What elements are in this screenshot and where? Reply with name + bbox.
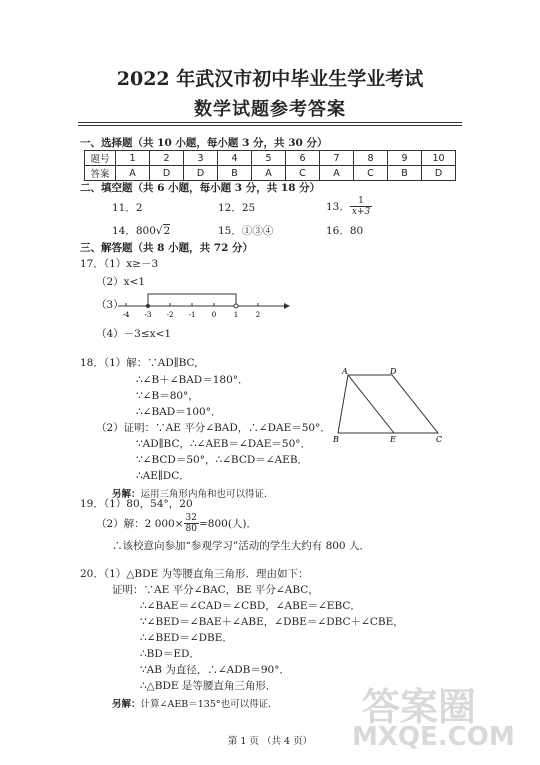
table-cell: 6 [286, 151, 320, 166]
open-point [234, 304, 238, 308]
table-cell: 7 [320, 151, 354, 166]
section2-heading: 二、填空题（共 6 小题，每小题 3 分，共 18 分） [80, 182, 321, 194]
q17-line3: （3） [96, 299, 124, 311]
title-rule-bottom [78, 125, 462, 126]
table-header-cell: 题号 [85, 151, 116, 166]
q18-line1: 18．（1）解：∵AD∥BC, [80, 357, 198, 369]
closed-point [146, 304, 150, 308]
answer-table-row-answers [85, 166, 456, 181]
table-cell: 8 [354, 151, 388, 166]
answer-q14 [112, 223, 170, 238]
q17-line1: 17．（1）x≥－3 [80, 258, 159, 270]
q20-line3: ∴∠BAE＝∠CAD＝∠CBD，∠ABE＝∠EBC． [140, 600, 361, 612]
q20-line6: ∴BD＝ED． [140, 648, 200, 660]
table-cell: 3 [184, 151, 218, 166]
table-cell: D [422, 166, 456, 181]
fraction [350, 196, 372, 217]
answer-table-row-numbers [85, 151, 456, 166]
q18-line2: ∴∠B＋∠BAD＝180°． [136, 374, 249, 386]
q20-line5: ∴∠BED＝∠DBE． [140, 632, 233, 644]
q20-line8: ∴△BDE 是等腰直角三角形． [140, 680, 277, 692]
answer-q13-label: 13． [326, 201, 350, 213]
table-cell: C [354, 166, 388, 181]
q18-line4: ∴∠BAD＝100°． [136, 406, 222, 418]
sqrt-radicand: 2 [163, 225, 171, 237]
alt-text: 运用三角形内角和也可以得证． [140, 489, 274, 500]
table-cell: 4 [218, 151, 252, 166]
table-cell: 9 [388, 151, 422, 166]
fraction-denominator: x+3 [351, 207, 371, 217]
q19-line1: 19．（1）80，54°，20 [80, 498, 193, 510]
table-cell: D [184, 166, 218, 181]
q17-line4: （4）－3≤x<1 [96, 328, 172, 340]
alt-text: 计算∠AEB＝135°也可以得证． [140, 699, 278, 710]
number-line [110, 286, 290, 322]
answer-q11: 11．2 [112, 202, 143, 214]
q19-line3: ∴该校意向参加“参观学习”活动的学生大约有 800 人． [112, 540, 370, 552]
number-line-tick-label: -2 [166, 311, 174, 319]
q20-line7: ∵AB 为直径，∴∠ADB＝90°． [140, 664, 290, 676]
q17-line2: （2）x<1 [96, 276, 146, 288]
table-cell: B [218, 166, 252, 181]
title-rule-top [78, 122, 462, 123]
page-title: 2022 年武汉市初中毕业生学业考试 [116, 68, 424, 90]
point-label-b: B [333, 435, 339, 444]
number-line-tick-label: 0 [211, 311, 217, 319]
fraction-denominator: 80 [185, 524, 197, 534]
segment-ae [348, 375, 394, 433]
point-label-a: A [342, 367, 348, 376]
trapezoid-abcd [338, 375, 438, 433]
section3-heading: 三、解答题（共 8 小题，共 72 分） [80, 242, 254, 254]
alt-label: 另解： [112, 489, 141, 500]
q18-line6: ∵AD∥BC，∴∠AEB＝∠DAE＝50°． [136, 438, 311, 450]
answer-q14-label: 14．800 [112, 225, 156, 237]
table-cell: 5 [252, 151, 286, 166]
q20-line4: ∵∠BED＝∠BAE＋∠ABE，∠DBE＝∠DBC＋∠CBE， [140, 616, 404, 628]
q20-line2: 证明：∵AE 平分∠BAC，BE 平分∠ABC， [112, 584, 319, 596]
trapezoid-figure [330, 365, 448, 445]
answer-table [84, 150, 456, 181]
page-subtitle: 数学试题参考答案 [194, 99, 346, 120]
fraction [184, 513, 199, 534]
answer-q16: 16．80 [326, 225, 364, 237]
answer-q15: 15．①③④ [218, 225, 274, 237]
table-cell: 2 [150, 151, 184, 166]
sqrt-sign: √ [155, 225, 163, 237]
table-cell: A [320, 166, 354, 181]
watermark-url: MXQE.COM [352, 722, 515, 752]
q18-line5: （2）证明：∵AE 平分∠BAD，∴∠DAE＝50°． [96, 422, 331, 434]
q18-line8: ∴AE∥DC． [136, 470, 190, 482]
fraction-numerator: 32 [185, 513, 197, 523]
point-label-d: D [390, 367, 397, 376]
number-line-tick-label: -3 [144, 311, 152, 319]
q18-line7: ∵∠BCD＝50°，∴∠BCD＝∠AEB． [136, 454, 309, 466]
q19-line2 [96, 513, 257, 534]
page-footer: 第 1 页 （共 4 页） [227, 736, 313, 747]
number-line-tick-label: 1 [233, 311, 239, 319]
q19-line2-b: =800(人)． [199, 518, 258, 530]
table-header-cell: 答案 [85, 166, 116, 181]
number-line-ticks [123, 303, 261, 319]
table-cell: 1 [116, 151, 150, 166]
q20-alt [112, 696, 278, 710]
table-cell: B [388, 166, 422, 181]
section1-heading: 一、选择题（共 10 小题，每小题 3 分，共 30 分） [80, 137, 328, 149]
table-cell: D [150, 166, 184, 181]
number-line-tick-label: 2 [255, 311, 261, 319]
q20-line1: 20．（1）△BDE 为等腰直角三角形．理由如下： [80, 568, 309, 580]
point-label-c: C [436, 435, 443, 444]
arrow-right-icon [284, 303, 290, 309]
fraction-numerator: 1 [350, 196, 372, 207]
table-cell: A [252, 166, 286, 181]
watermark-logo: 答案圈 [362, 685, 477, 729]
q19-line2-a: （2）解：2 000× [96, 518, 184, 530]
alt-label: 另解： [112, 699, 141, 710]
number-line-tick-label: -4 [122, 311, 130, 319]
table-cell: C [286, 166, 320, 181]
q18-line3: ∵∠B＝80°， [136, 390, 199, 402]
table-cell: 10 [422, 151, 456, 166]
number-line-tick-label: -1 [188, 311, 196, 319]
point-label-e: E [390, 435, 396, 444]
answer-q12: 12．25 [218, 202, 256, 214]
answer-q13 [326, 196, 372, 217]
table-cell: A [116, 166, 150, 181]
